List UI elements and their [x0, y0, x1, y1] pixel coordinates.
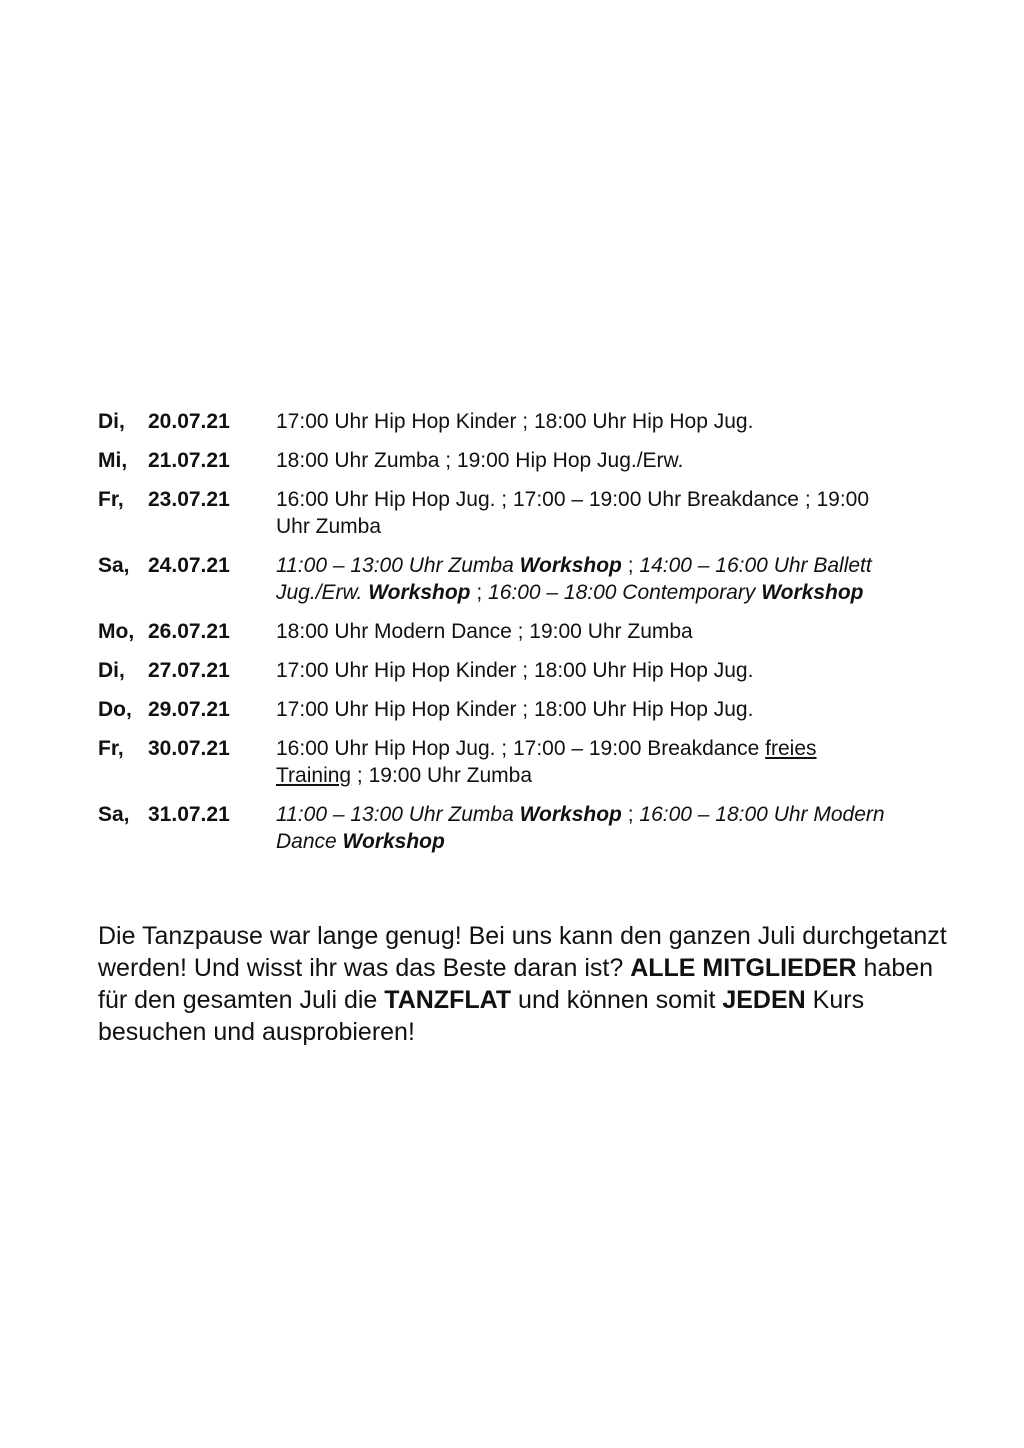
schedule-day: Sa,: [98, 803, 130, 826]
schedule-date: 24.07.21: [148, 554, 230, 577]
schedule-events: [276, 801, 896, 855]
intro-text: TANZFLAT: [384, 986, 512, 1014]
intro-text: ALLE MITGLIEDER: [630, 954, 857, 982]
schedule-row: [98, 486, 918, 540]
intro-text: haben für den gesamten Juli die: [98, 954, 934, 1014]
event-text: 17:00 Uhr Hip Hop Kinder ; 18:00 Uhr Hip Hop Jug.: [276, 698, 754, 721]
schedule-day: Mi,: [98, 449, 128, 472]
event-text: ;: [621, 803, 640, 826]
event-text: 11:00 – 13:00 Uhr Zumba: [276, 554, 520, 577]
schedule-day: Sa,: [98, 554, 130, 577]
schedule-events: [276, 552, 896, 606]
schedule-events: [276, 735, 896, 789]
event-text: ;: [470, 581, 489, 604]
schedule-day: Do,: [98, 698, 132, 721]
schedule-events: [276, 486, 896, 540]
intro-paragraph: [98, 920, 948, 1048]
schedule-events: [276, 447, 896, 474]
schedule-date: 29.07.21: [148, 698, 230, 721]
schedule-row: [98, 696, 918, 723]
intro-text: und können somit: [511, 986, 723, 1014]
schedule-date: 21.07.21: [148, 449, 230, 472]
schedule-date: 30.07.21: [148, 737, 230, 760]
event-text: Workshop: [519, 554, 622, 577]
event-text: ; 19:00 Uhr Zumba: [351, 764, 533, 787]
event-text: 18:00 Uhr Zumba ; 19:00 Hip Hop Jug./Erw.: [276, 449, 684, 472]
event-text: freies Training: [276, 737, 817, 787]
event-text: 16:00 – 18:00 Contemporary: [488, 581, 762, 604]
schedule-events: [276, 657, 896, 684]
schedule-day: Di,: [98, 659, 125, 682]
schedule-row: [98, 657, 918, 684]
schedule-day: Fr,: [98, 488, 124, 511]
schedule-row: [98, 447, 918, 474]
schedule-date: 31.07.21: [148, 803, 230, 826]
intro-text: JEDEN: [722, 986, 806, 1014]
schedule-date: 20.07.21: [148, 410, 230, 433]
schedule-row: [98, 408, 918, 435]
event-text: 16:00 – 18:00 Uhr Modern Dance: [276, 803, 885, 853]
schedule-row: [98, 735, 918, 789]
event-text: 17:00 Uhr Hip Hop Kinder ; 18:00 Uhr Hip Hop Jug.: [276, 410, 754, 433]
schedule-row: [98, 801, 918, 855]
schedule-date: 27.07.21: [148, 659, 230, 682]
event-text: Workshop: [761, 581, 864, 604]
event-text: 14:00 – 16:00 Uhr Ballett Jug./Erw.: [276, 554, 872, 604]
event-text: 16:00 Uhr Hip Hop Jug. ; 17:00 – 19:00 Breakdance: [276, 737, 766, 760]
schedule-events: [276, 618, 896, 645]
event-text: 18:00 Uhr Modern Dance ; 19:00 Uhr Zumba: [276, 620, 693, 643]
schedule-day: Di,: [98, 410, 125, 433]
event-text: ;: [621, 554, 640, 577]
schedule-row: [98, 618, 918, 645]
schedule-day: Mo,: [98, 620, 135, 643]
schedule-row: [98, 552, 918, 606]
schedule-day: Fr,: [98, 737, 124, 760]
schedule-list: [98, 408, 918, 867]
event-text: Workshop: [368, 581, 471, 604]
schedule-date: 23.07.21: [148, 488, 230, 511]
event-text: Workshop: [519, 803, 622, 826]
intro-text: Die Tanzpause war lange genug! Bei uns kann den ganzen Juli durchgetanzt werden! Und wisst ihr was das Beste daran ist?: [98, 922, 947, 982]
intro-text: Kurs besuchen und ausprobieren!: [98, 986, 865, 1046]
event-text: 16:00 Uhr Hip Hop Jug. ; 17:00 – 19:00 Uhr Breakdance ; 19:00 Uhr Zumba: [276, 488, 870, 538]
schedule-events: [276, 408, 896, 435]
schedule-events: [276, 696, 896, 723]
event-text: 11:00 – 13:00 Uhr Zumba: [276, 803, 520, 826]
schedule-date: 26.07.21: [148, 620, 230, 643]
event-text: Workshop: [342, 830, 445, 853]
event-text: 17:00 Uhr Hip Hop Kinder ; 18:00 Uhr Hip Hop Jug.: [276, 659, 754, 682]
